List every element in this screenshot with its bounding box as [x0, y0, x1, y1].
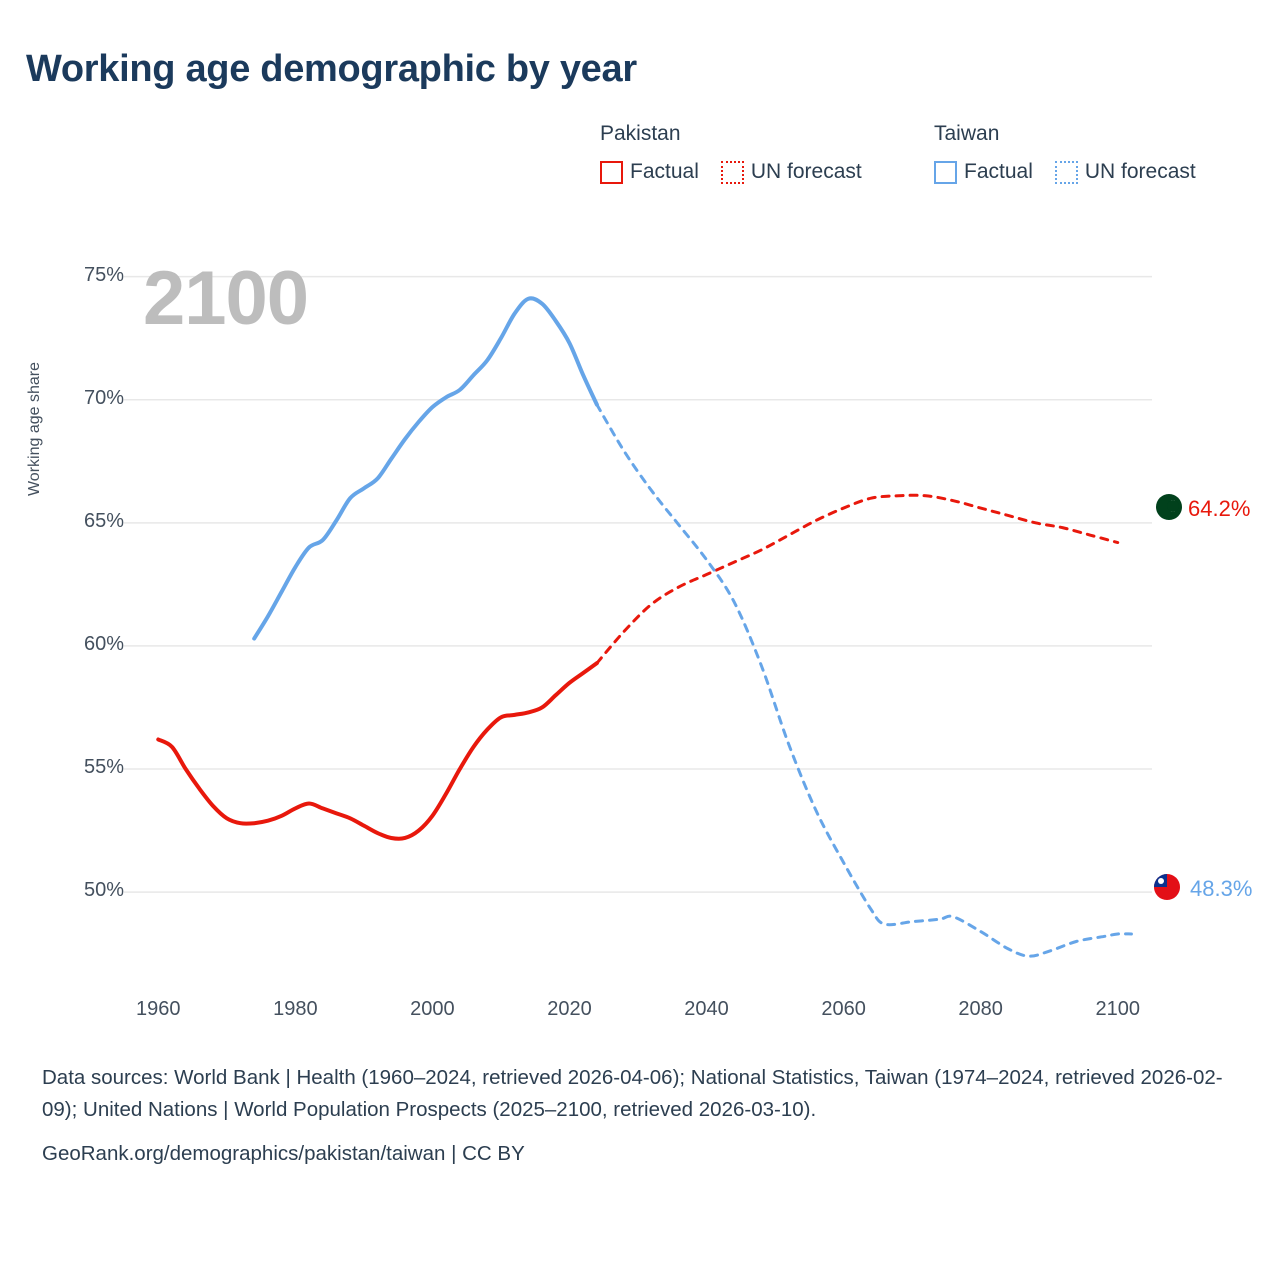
y-tick-label: 75% — [83, 263, 124, 286]
end-label-pakistan: 64.2% — [1188, 496, 1251, 521]
y-tick-label: 55% — [83, 756, 124, 779]
y-tick-label: 50% — [83, 879, 124, 902]
legend-item-label: Factual — [964, 160, 1033, 183]
x-tick-label: 2000 — [410, 998, 455, 1020]
x-tick-label: 2060 — [821, 998, 866, 1020]
pakistan-flag-icon — [1156, 494, 1182, 520]
x-tick-label: 1960 — [136, 998, 181, 1020]
attribution-text: GeoRank.org/demographics/pakistan/taiwan | CC BY — [42, 1141, 525, 1165]
page-title: Working age demographic by year — [26, 48, 637, 90]
x-tick-label: 1980 — [273, 998, 318, 1020]
x-tick-label: 2080 — [958, 998, 1003, 1020]
x-tick-label: 2040 — [684, 998, 729, 1020]
legend-country-label: Taiwan — [934, 122, 1000, 145]
footer — [42, 1062, 1242, 1169]
y-axis-label: Working age share — [26, 362, 43, 496]
taiwan-flag-icon — [1154, 874, 1180, 900]
x-tick-label: 2100 — [1095, 998, 1140, 1020]
series-pakistan-factual — [158, 663, 597, 839]
series-taiwan-un-forecast — [597, 405, 1132, 957]
legend-item-label: UN forecast — [1084, 160, 1196, 183]
y-tick-label: 70% — [83, 386, 124, 409]
x-tick-label: 2020 — [547, 998, 592, 1020]
chart-watermark: 2100 — [143, 256, 309, 341]
end-label-taiwan: 48.3% — [1190, 876, 1253, 901]
legend-item-label: Factual — [630, 160, 699, 183]
legend-item-label: UN forecast — [750, 160, 862, 183]
series-taiwan-factual — [254, 298, 597, 638]
y-tick-label: 60% — [83, 632, 124, 655]
legend-country-label: Pakistan — [600, 122, 681, 145]
y-tick-label: 65% — [83, 509, 124, 532]
data-sources-text: Data sources: World Bank | Health (1960–2024, retrieved 2026-04-06); National Statistics, Taiwan (1974–2024, retrieved 2026-02-09); United Nations | World Population Prospects (2025–2100, retrieved 2026-03-10). — [42, 1066, 1223, 1121]
